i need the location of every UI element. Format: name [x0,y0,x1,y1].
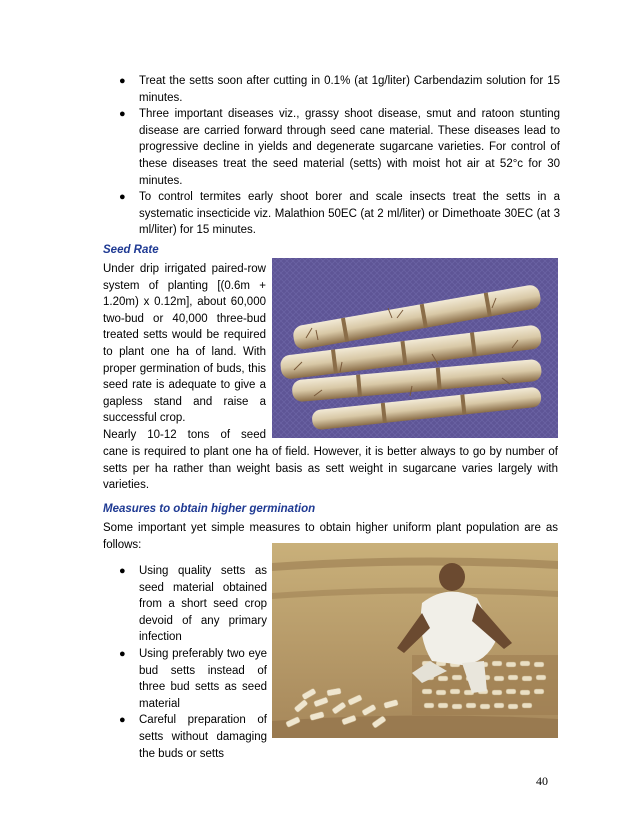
germination-bullet-list [117,563,267,762]
sett-planting-photo [272,543,558,738]
bullet-item [117,563,267,646]
seed-tons-text: Nearly 10-12 tons of seed [103,429,266,441]
bullet-icon: ● [119,565,126,577]
bullet-item [117,189,560,239]
bullet-icon: ● [119,75,126,87]
seed-rate-heading: Seed Rate [103,244,159,256]
seed-rate-paragraph: Under drip irrigated paired-row system of planting [(0.6m + 1.20m) x 0.12m], about 60,000 two-bud or 40,000 three-bud treated setts would be required to plant one ha of land. With proper germination of buds, this seed rate is adequate to give a gapless stand and raise a successful crop. [103,263,266,425]
bullet-text: Three important diseases viz., grassy shoot disease, smut and ratoon stunting disease are carried forward through seed cane material. These diseases lead to progressive decline in yields and degenerate sugarcane varieties. For control of these diseases treat the seed material (setts) with moist hot air at 52°c for 30 minutes. [139,108,560,187]
treatment-bullet-list [117,73,560,239]
page-number: 40 [536,774,548,788]
bullet-item [117,646,267,712]
germination-intro: Some important yet simple measures to obtain higher uniform plant population are as follows: [103,522,558,551]
bullet-text: Treat the setts soon after cutting in 0.1% (at 1g/liter) Carbendazim solution for 15 minutes. [139,75,560,104]
seed-tons-line [103,427,266,444]
germination-heading: Measures to obtain higher germination [103,503,316,515]
seed-rate-continuation: cane is required to plant one ha of field. However, it is better always to go by number of setts per ha rather than weight basis as sett weight in sugarcane varies largely with varieties. [103,446,558,492]
bullet-text: Careful preparation of setts without damaging the buds or setts [139,714,267,760]
bullet-icon: ● [119,191,126,204]
bullet-item [117,73,560,106]
bullet-item [117,106,560,189]
bullet-item [117,712,267,762]
bullet-text: Using preferably two eye bud setts instead of three bud setts as seed material [139,647,267,710]
bullet-icon: ● [119,108,126,121]
bullet-text: Using quality setts as seed material obtained from a short seed crop devoid of any primary infection [139,565,267,644]
sugarcane-setts-photo [272,258,558,438]
bullet-icon: ● [119,714,126,727]
bullet-text: To control termites early shoot borer and scale insects treat the setts in a systematic insecticide viz. Malathion 50EC (at 2 ml/liter) or Dimethoate 30EC (at 3 ml/liter) for 15 minutes. [139,191,560,237]
bullet-icon: ● [119,647,126,660]
